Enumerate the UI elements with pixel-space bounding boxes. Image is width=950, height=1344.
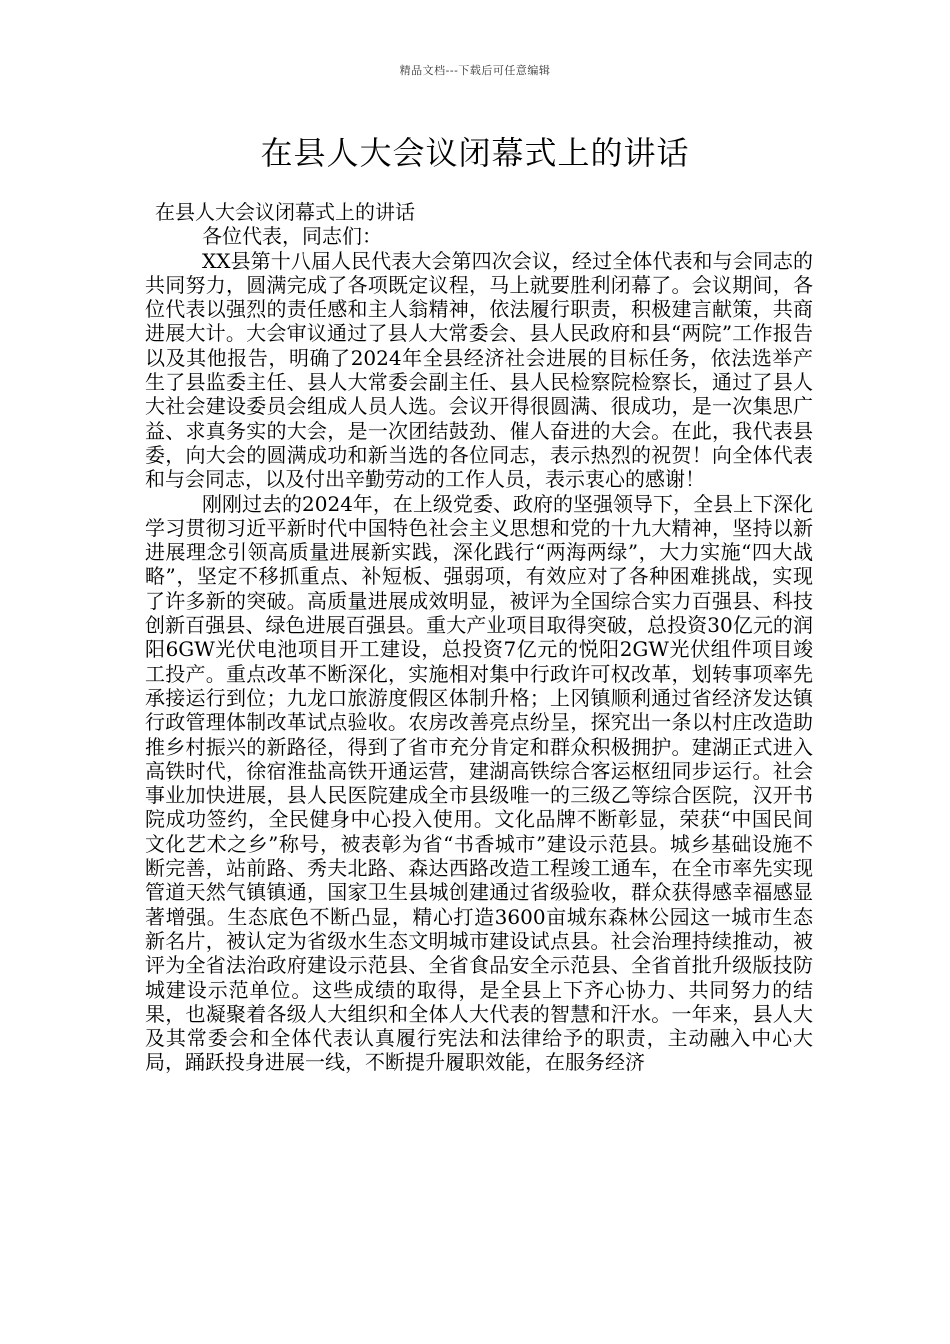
header-note: 精品文档---下载后可任意编辑 — [399, 64, 551, 77]
speech-subtitle: 在县人大会议闭幕式上的讲话 — [155, 200, 415, 224]
greeting: 各位代表，同志们： — [202, 224, 382, 249]
document-body — [145, 200, 813, 1075]
paragraph-1: XX县第十八届人民代表大会第四次会议，经过全体代表和与会同志的共同努力，圆满完成了各项既定议程，马上就要胜利闭幕了。会议期间，各位代表以强烈的责任感和主人翁精神，依法履行职责，积极建言献策，共商进展大计。大会审议通过了县人大常委会、县人民政府和县“两院”工作报告以及其他报告，明确了2024年全县经济社会进展的目标任务，依法选举产生了县监委主任、县人大常委会副主任、县人民检察院检察长，通过了县人大社会建设委员会组成人员人选。会议开得很圆满、很成功，是一次集思广益、求真务实的大会，是一次团结鼓劲、催人奋进的大会。在此，我代表县委，向大会的圆满成功和新当选的各位同志，表示热烈的祝贺！向全体代表和与会同志，以及付出辛勤劳动的工作人员，表示衷心的感谢！ — [145, 248, 813, 492]
document-title: 在县人大会议闭幕式上的讲话 — [260, 134, 690, 172]
paragraph-2: 刚刚过去的2024年，在上级党委、政府的坚强领导下，全县上下深化学习贯彻习近平新时代中国特色社会主义思想和党的十九大精神，坚持以新进展理念引领高质量进展新实践，深化践行“两海两绿”，大力实施“四大战略”，坚定不移抓重点、补短板、强弱项，有效应对了各种困难挑战，实现了许多新的突破。高质量进展成效明显，被评为全国综合实力百强县、科技创新百强县、绿色进展百强县。重大产业项目取得突破，总投资30亿元的润阳6GW光伏电池项目开工建设，总投资7亿元的悦阳2GW光伏组件项目竣工投产。重点改革不断深化，实施相对集中行政许可权改革，划转事项率先承接运行到位；九龙口旅游度假区体制升格；上冈镇顺利通过省经济发达镇行政管理体制改革试点验收。农房改善亮点纷呈，探究出一条以村庄改造助推乡村振兴的新路径，得到了省市充分肯定和群众积极拥护。建湖正式进入高铁时代，徐宿淮盐高铁开通运营，建湖高铁综合客运枢纽同步运行。社会事业加快进展，县人民医院建成全市县级唯一的三级乙等综合医院，汉开书院成功签约，全民健身中心投入使用。文化品牌不断彰显，荣获“中国民间文化艺术之乡”称号，被表彰为省“书香城市”建设示范县。城乡基础设施不断完善，站前路、秀夫北路、森达西路改造工程竣工通车，在全市率先实现管道天然气镇镇通，国家卫生县城创建通过省级验收，群众获得感幸福感显著增强。生态底色不断凸显，精心打造3600亩城东森林公园这一城市生态新名片，被认定为省级水生态文明城市建设试点县。社会治理持续推动，被评为全省法治政府建设示范县、全省食品安全示范县、全省首批升级版技防城建设示范单位。这些成绩的取得，是全县上下齐心协力、共同努力的结果，也凝聚着各级人大组织和全体人大代表的智慧和汗水。一年来，县人大及其常委会和全体代表认真履行宪法和法律给予的职责，主动融入中心大局，踊跃投身进展一线，不断提升履职效能，在服务经济 — [145, 491, 813, 1075]
